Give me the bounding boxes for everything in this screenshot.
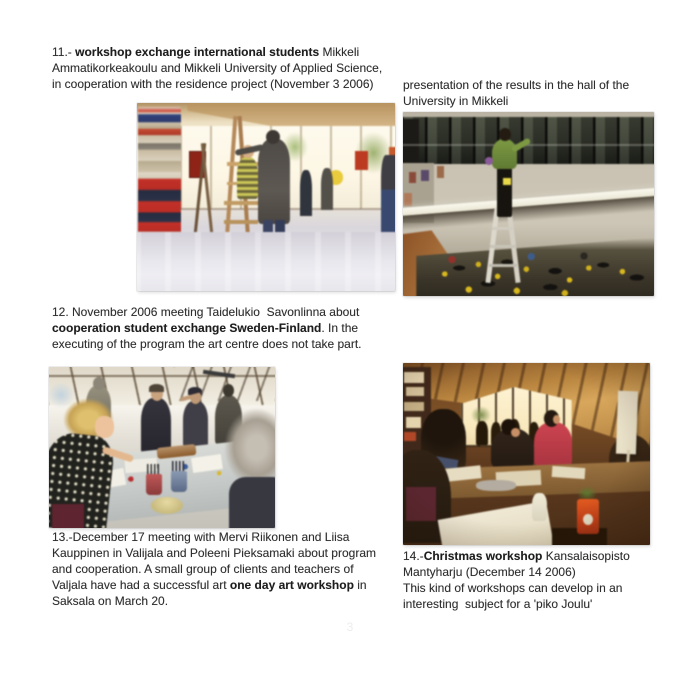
page-number: 3 xyxy=(346,620,354,634)
person-dark-center xyxy=(258,139,289,223)
ladder-rung xyxy=(489,264,517,267)
photo-craft-table-art xyxy=(49,367,275,528)
dark-doorway xyxy=(403,119,419,162)
item-11-prefix: 11.- xyxy=(52,45,76,59)
person-right-edge xyxy=(381,155,395,232)
item-13-tail: in Saksala on March 20. xyxy=(52,578,370,608)
ladder-rung xyxy=(224,201,258,205)
small-artwork xyxy=(421,170,429,181)
item-11-body: Mikkeli Ammatikorkeakoulu and Mikkeli University of Applied Science, in cooperation with the residence project (November 3 2006) xyxy=(52,45,386,91)
ladder-rung xyxy=(490,245,516,248)
photo-christmas-art xyxy=(403,363,650,545)
item-12-bold-phrase: cooperation student exchange Sweden-Finland xyxy=(52,321,322,335)
person-legs xyxy=(497,166,512,217)
photo-hall-presentation xyxy=(403,112,654,296)
item-12-body: . In the executing of the program the art centre does not take part. xyxy=(52,321,362,351)
purple-detail xyxy=(485,157,493,165)
item-13-paragraph xyxy=(52,529,381,609)
person-head xyxy=(93,377,105,390)
item-14-bold-phrase: Christmas workshop xyxy=(423,549,543,563)
studio-floor xyxy=(137,232,395,291)
red-painting xyxy=(355,151,368,170)
ladder-rung xyxy=(224,220,258,224)
marker-cup xyxy=(171,471,187,492)
yellow-paper xyxy=(503,178,511,186)
photo-vignette xyxy=(403,363,650,545)
caption-top-right: presentation of the results in the hall of the University in Mikkeli xyxy=(403,78,633,108)
person-with-camera xyxy=(183,401,208,447)
bowl xyxy=(151,497,183,514)
item-14-line2: This kind of workshops can develop in an interesting subject for a 'piko Joulu' xyxy=(403,581,626,611)
item-14-body: Kansalaisopisto Mantyharju (December 14 2006) xyxy=(403,549,634,579)
item-11-paragraph xyxy=(52,44,394,92)
person-hair xyxy=(149,384,164,392)
person-striped-shirt xyxy=(237,157,258,199)
ladder-rung xyxy=(492,227,515,230)
person-green-top xyxy=(492,139,518,169)
dark-jacket-foreground xyxy=(229,477,275,528)
item-14-prefix: 14.- xyxy=(403,549,424,563)
person-dark xyxy=(141,398,171,454)
photo-studio-workshop xyxy=(137,103,395,291)
woman-face xyxy=(95,416,113,437)
maroon-clothing xyxy=(52,504,84,528)
small-artwork xyxy=(404,193,413,206)
marker-cup xyxy=(146,474,162,495)
item-12-prefix: 12. November 2006 meeting Taidelukio Savonlinna about xyxy=(52,305,363,319)
small-artwork xyxy=(409,172,417,183)
photo-craft-table-workshop xyxy=(49,367,275,528)
person-head xyxy=(499,128,510,141)
item-12-paragraph xyxy=(52,304,382,352)
item-14-paragraph xyxy=(403,548,643,612)
item-11-bold-phrase: workshop exchange international students xyxy=(75,45,320,59)
item-13-body: 13.-December 17 meeting with Mervi Riikonen and Liisa Kauppinen in Valijala and Poleeni Pieksamaki about program and cooperation. A small group of clients and teachers of Valjala have had a successful art xyxy=(52,530,380,592)
person-background xyxy=(300,170,312,216)
photo-hall-art xyxy=(403,112,654,296)
person-background xyxy=(321,168,333,210)
item-13-bold-phrase: one day art workshop xyxy=(229,578,354,592)
photo-christmas-workshop xyxy=(403,363,650,545)
photo-studio-art xyxy=(137,103,395,291)
small-artwork xyxy=(437,166,445,177)
gallery-rail xyxy=(403,144,654,146)
